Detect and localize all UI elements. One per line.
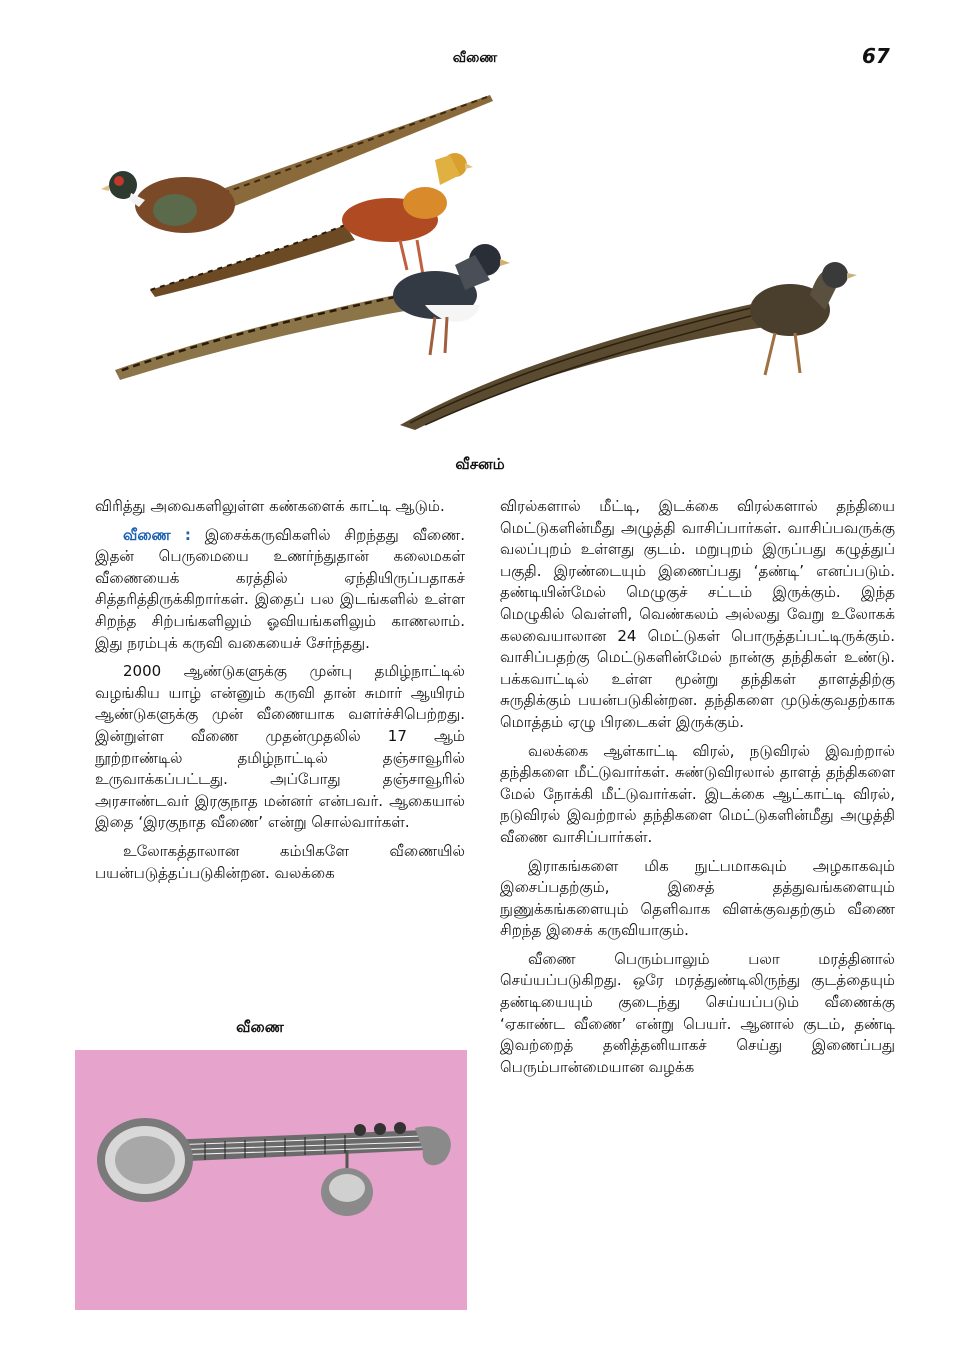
paragraph: [95, 525, 465, 655]
bird-figure-caption: வீசனம்: [455, 455, 505, 473]
paragraph-text: இசைக்கருவிகளில் சிறந்தது வீணை. இதன் பெருமையை உணர்ந்துதான் கலைமகள் வீணையைக் கரத்தில் ஏந்தியிருப்பதாகச் சித்தரித்திருக்கிறார்கள். இதைப் பல இடங்களில் உள்ள சிறந்த சிற்பங்களிலும் ஓவியங்களிலும் காணலாம். இது நரம்புக் கருவி வகையைச் சேர்ந்தது.: [95, 525, 465, 652]
running-header: வீணை: [452, 50, 498, 66]
page-number: 67: [862, 44, 890, 68]
paragraph: 2000 ஆண்டுகளுக்கு முன்பு தமிழ்நாட்டில் வழங்கிய யாழ் என்னும் கருவி தான் சுமார் ஆயிரம் ஆண்டுகளுக்கு முன் வீணையாக வளர்ச்சிபெற்றது. இன்றுள்ள வீணை முதன்முதலில் 17 ஆம் நூற்றாண்டில் தமிழ்நாட்டில் தஞ்சாவூரில் உருவாக்கப்பட்டது. அப்போது தஞ்சாவூரில் அரசாண்டவர் இரகுநாத மன்னர் என்பவர். ஆகையால் இதை ‘இரகுநாத வீணை’ என்று சொல்வார்கள்.: [95, 662, 465, 832]
left-text-column: [95, 496, 465, 891]
right-text-column: [500, 496, 895, 1085]
paragraph: வீணை பெரும்பாலும் பலா மரத்தினால் செய்யப்படுகிறது. ஒரே மரத்துண்டிலிருந்து குடத்தையும் தண்டியையும் குடைந்து செய்யப்படும் வீணைக்கு ‘ஏகாண்ட வீணை’ என்று பெயர். ஆனால் குடம், தண்டி இவற்றைத் தனித்தனியாகச் செய்து இணைப்பது பெரும்பான்மையான வழக்க: [500, 949, 895, 1076]
paragraph: விரல்களால் மீட்டி, இடக்கை விரல்களால் தந்தியை மெட்டுகளின்மீது அழுத்தி வாசிப்பார்கள். வாசிப்பவருக்கு வலப்புறம் உள்ளது குடம். மறுபுறம் இருப்பது கழுத்துப் பகுதி. இரண்டையும் இணைப்பது ‘தண்டி’ எனப்படும். தண்டியின்மேல் மெழுகுச் சட்டம் இருக்கும். இந்த மெழுகில் வெள்ளி, வெண்கலம் அல்லது வேறு உலோகக் கலவையாலான 24 மெட்டுகள் பொருத்தப்பட்டிருக்கும். வாசிப்பதற்கு மெட்டுகளின்மேல் நான்கு தந்திகள் உண்டு. பக்கவாட்டில் உள்ள மூன்று தந்திகள் தாளத்திற்கு சுருதிக்கும் பயன்படுகின்றன. தந்திகளை முடுக்குவதற்காக மொத்தம் ஏழு பிரடைகள் இருக்கும்.: [500, 497, 895, 731]
paragraph: வலக்கை ஆள்காட்டி விரல், நடுவிரல் இவற்றால் தந்திகளை மீட்டுவார்கள். சுண்டுவிரலால் தாளத் தந்திகளை மேல் நோக்கி மீட்டுவார்கள். இடக்கை ஆட்காட்டி விரல், நடுவிரல் இவற்றால் தந்திகளை மெட்டுகளின்மீது அழுத்தி வீணை வாசிப்பார்கள்.: [500, 741, 895, 846]
veena-illustration: [75, 1050, 467, 1310]
paragraph: விரித்து அவைகளிலுள்ள கண்களைக் காட்டி ஆடும்.: [95, 497, 445, 515]
pheasant-illustration: [95, 85, 875, 445]
paragraph: உலோகத்தாலான கம்பிகளே வீணையில் பயன்படுத்தப்படுகின்றன. வலக்கை: [95, 841, 465, 882]
paragraph: இராகங்களை மிக நுட்பமாகவும் அழகாகவும் இசைப்பதற்கும், இசைத் தத்துவங்களையும் நுணுக்கங்களையும் தெளிவாக விளக்குவதற்கும் வீணை சிறந்த இசைக் கருவியாகும்.: [500, 856, 895, 940]
section-term: வீணை :: [123, 525, 191, 544]
veena-figure-caption: வீணை: [236, 1018, 284, 1036]
